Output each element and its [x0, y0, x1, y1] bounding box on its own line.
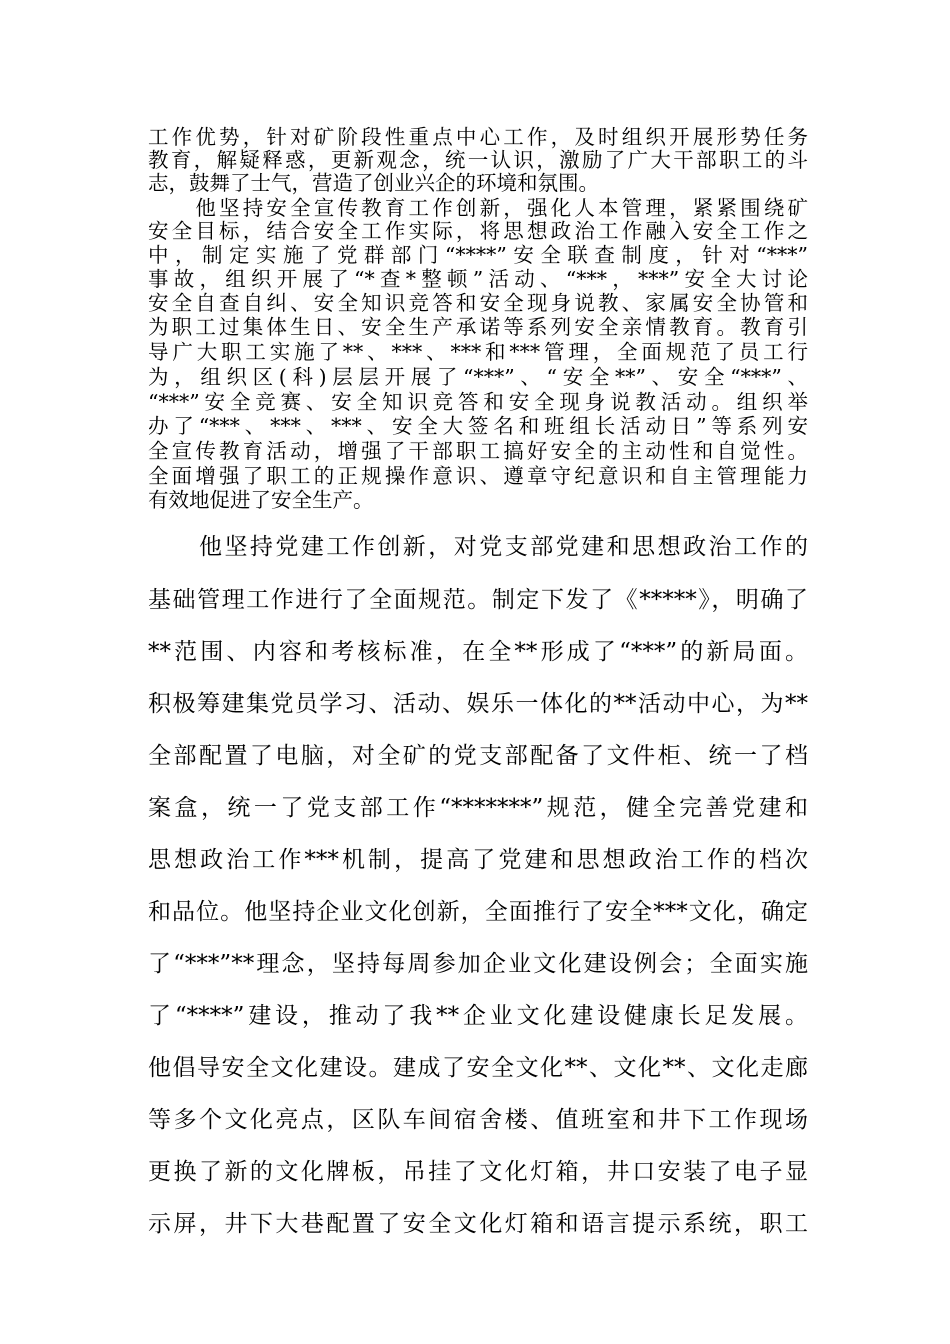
- text-line: 全部配置了电脑，对全矿的党支部配备了文件柜、统一了档: [148, 743, 808, 769]
- text-line: 办了“***、***、***、安全大签名和班组长活动日”等系列安: [148, 415, 808, 438]
- text-line: 为，组织区(科)层层开展了“***”、“安全**”、安全“***”、: [148, 366, 808, 389]
- text-line: 他坚持安全宣传教育工作创新，强化人本管理，紧紧围绕矿: [148, 197, 808, 220]
- text-line: 思想政治工作***机制，提高了党建和思想政治工作的档次: [148, 847, 808, 873]
- text-line: 他倡导安全文化建设。建成了安全文化**、文化**、文化走廊: [148, 1055, 808, 1081]
- text-line: 了“***”**理念，坚持每周参加企业文化建设例会；全面实施: [148, 951, 808, 977]
- text-line: 积极筹建集党员学习、活动、娱乐一体化的**活动中心，为**: [148, 691, 808, 717]
- text-line: 基础管理工作进行了全面规范。制定下发了《*****》，明确了: [148, 587, 808, 613]
- text-line: 了“****”建设，推动了我**企业文化建设健康长足发展。: [148, 1003, 808, 1029]
- text-line: 他坚持党建工作创新，对党支部党建和思想政治工作的: [148, 534, 808, 560]
- text-line: 案盒，统一了党支部工作“*******”规范，健全完善党建和: [148, 795, 808, 821]
- text-line: 安全目标，结合安全工作实际，将思想政治工作融入安全工作之: [148, 220, 808, 243]
- text-line: 导广大职工实施了**、***、***和***管理，全面规范了员工行: [148, 341, 808, 364]
- text-line: 有效地促进了安全生产。: [148, 489, 374, 512]
- text-line: 中，制定实施了党群部门“****”安全联查制度，针对“***”: [148, 244, 808, 267]
- text-line: **范围、内容和考核标准，在全**形成了“***”的新局面。: [148, 639, 808, 665]
- text-line: 教育，解疑释惑，更新观念，统一认识，激励了广大干部职工的斗: [148, 149, 808, 172]
- text-line: 示屏，井下大巷配置了安全文化灯箱和语言提示系统，职工: [148, 1211, 808, 1237]
- text-line: 和品位。他坚持企业文化创新，全面推行了安全***文化，确定: [148, 899, 808, 925]
- text-line: “***”安全竞赛、安全知识竞答和安全现身说教活动。组织举: [148, 391, 808, 414]
- text-line: 更换了新的文化牌板，吊挂了文化灯箱，井口安装了电子显: [148, 1159, 808, 1185]
- text-line: 全宣传教育活动，增强了干部职工搞好安全的主动性和自觉性。: [148, 440, 808, 463]
- text-line: 全面增强了职工的正规操作意识、遵章守纪意识和自主管理能力: [148, 465, 808, 488]
- text-line: 为职工过集体生日、安全生产承诺等系列安全亲情教育。教育引: [148, 316, 808, 339]
- text-line: 工作优势，针对矿阶段性重点中心工作，及时组织开展形势任务: [148, 126, 808, 149]
- text-line: 安全自查自纠、安全知识竞答和安全现身说教、家属安全协管和: [148, 292, 808, 315]
- text-line: 志，鼓舞了士气，营造了创业兴企的环境和氛围。: [148, 172, 599, 195]
- text-line: 事故，组织开展了“*查*整顿”活动、“***，***”安全大讨论: [148, 268, 808, 291]
- text-line: 等多个文化亮点，区队车间宿舍楼、值班室和井下工作现场: [148, 1107, 808, 1133]
